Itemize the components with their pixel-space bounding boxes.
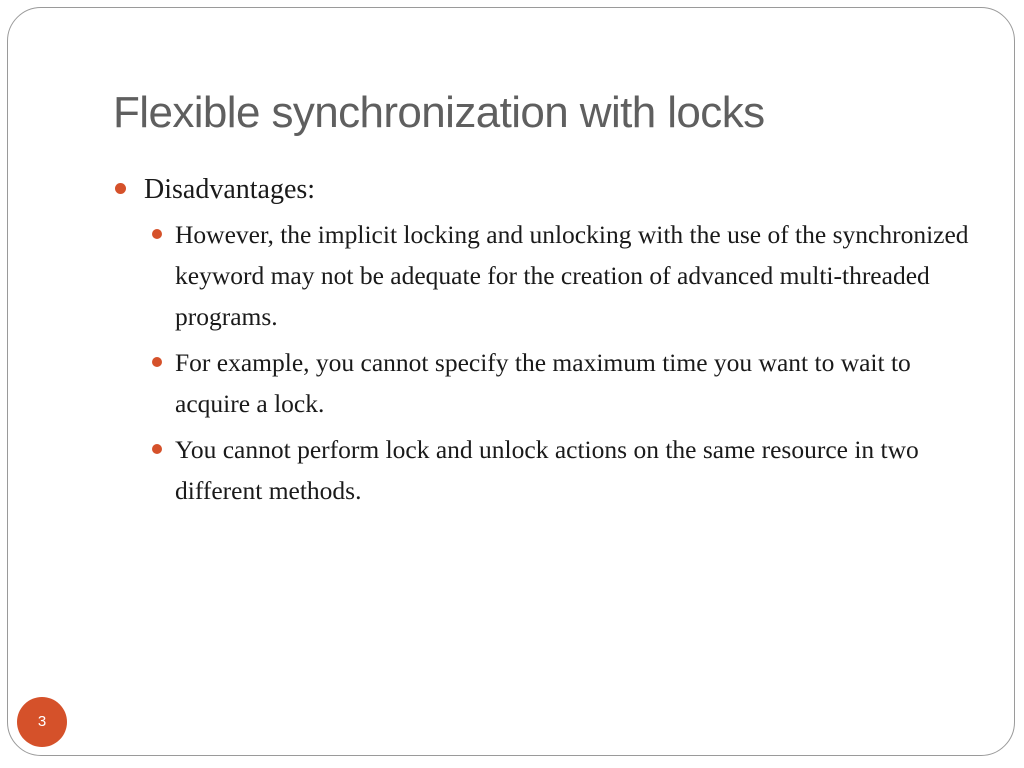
bullet-icon xyxy=(152,444,162,454)
bullet-icon xyxy=(152,357,162,367)
bullet-icon xyxy=(152,229,162,239)
sub-bullet-text: However, the implicit locking and unlocking with the use of the synchronized keyword may not be adequate for the creation of advanced multi-threaded programs. xyxy=(175,220,969,331)
sub-bullet-text: For example, you cannot specify the maximum time you want to wait to acquire a lock. xyxy=(175,348,911,418)
sub-bullet-item xyxy=(113,214,973,337)
bullet-icon xyxy=(115,183,126,194)
sub-bullet-list xyxy=(113,214,973,511)
sub-bullet-item xyxy=(113,342,973,424)
slide-number-badge: 3 xyxy=(17,697,67,747)
sub-bullet-text: You cannot perform lock and unlock actions on the same resource in two different methods. xyxy=(175,435,919,505)
slide-content xyxy=(113,170,973,516)
bullet-text: Disadvantages: xyxy=(144,174,316,205)
slide-title: Flexible synchronization with locks xyxy=(113,88,765,137)
sub-bullet-item xyxy=(113,429,973,511)
bullet-item-level1 xyxy=(113,170,973,210)
